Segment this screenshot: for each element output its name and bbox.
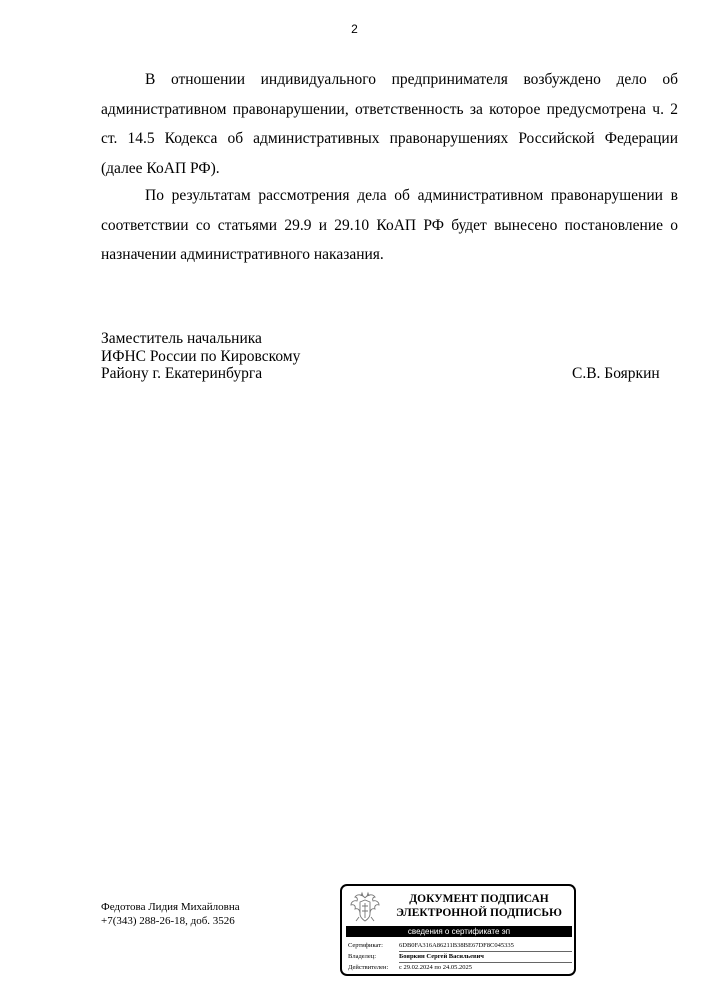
contact-phone: +7(343) 288-26-18, доб. 3526 [101,915,235,927]
certificate-value: 6DB0FA316A86211B38BE67DF8C045335 [399,941,572,952]
stamp-subtitle: сведения о сертификате эп [346,926,572,937]
row-label: Сертификат: [348,942,383,949]
position-line: Заместитель начальника [101,330,262,347]
stamp-details [348,941,572,973]
body-paragraph-1 [101,65,678,183]
position-line: Району г. Екатеринбурга [101,365,263,382]
contact-info [101,900,240,928]
row-label: Владелец: [348,953,377,960]
signer-position [101,330,300,383]
validity-row [348,963,572,973]
page-number: 2 [351,22,358,36]
validity-value: с 29.02.2024 по 24.05.2025 [399,964,472,971]
signer-name: С.В. Бояркин [572,365,660,382]
position-line: ИФНС России по Кировскому [101,347,301,365]
paragraph-text: В отношении индивидуального предпринимателя возбуждено дело об административном правонарушении, ответственность за которое предусмотрена ч. 2 ст. 14.5 Кодекса об административных правонарушениях Российской Федерации (далее КоАП РФ). [101,71,678,177]
certificate-row [348,941,572,952]
owner-row [348,952,572,963]
body-paragraph-2 [101,181,678,270]
row-label: Действителен: [348,964,389,971]
owner-value: Бояркин Сергей Васильевич [399,952,572,963]
double-headed-eagle-icon [347,890,383,926]
contact-name: Федотова Лидия Михайловна [101,901,240,913]
stamp-title: ДОКУМЕНТ ПОДПИСАН ЭЛЕКТРОННОЙ ПОДПИСЬЮ [396,893,562,919]
e-signature-stamp [340,884,576,976]
paragraph-text: По результатам рассмотрения дела об административном правонарушении в соответствии со статьями 29.9 и 29.10 КоАП РФ будет вынесено постановление о назначении административного наказания. [101,187,678,263]
